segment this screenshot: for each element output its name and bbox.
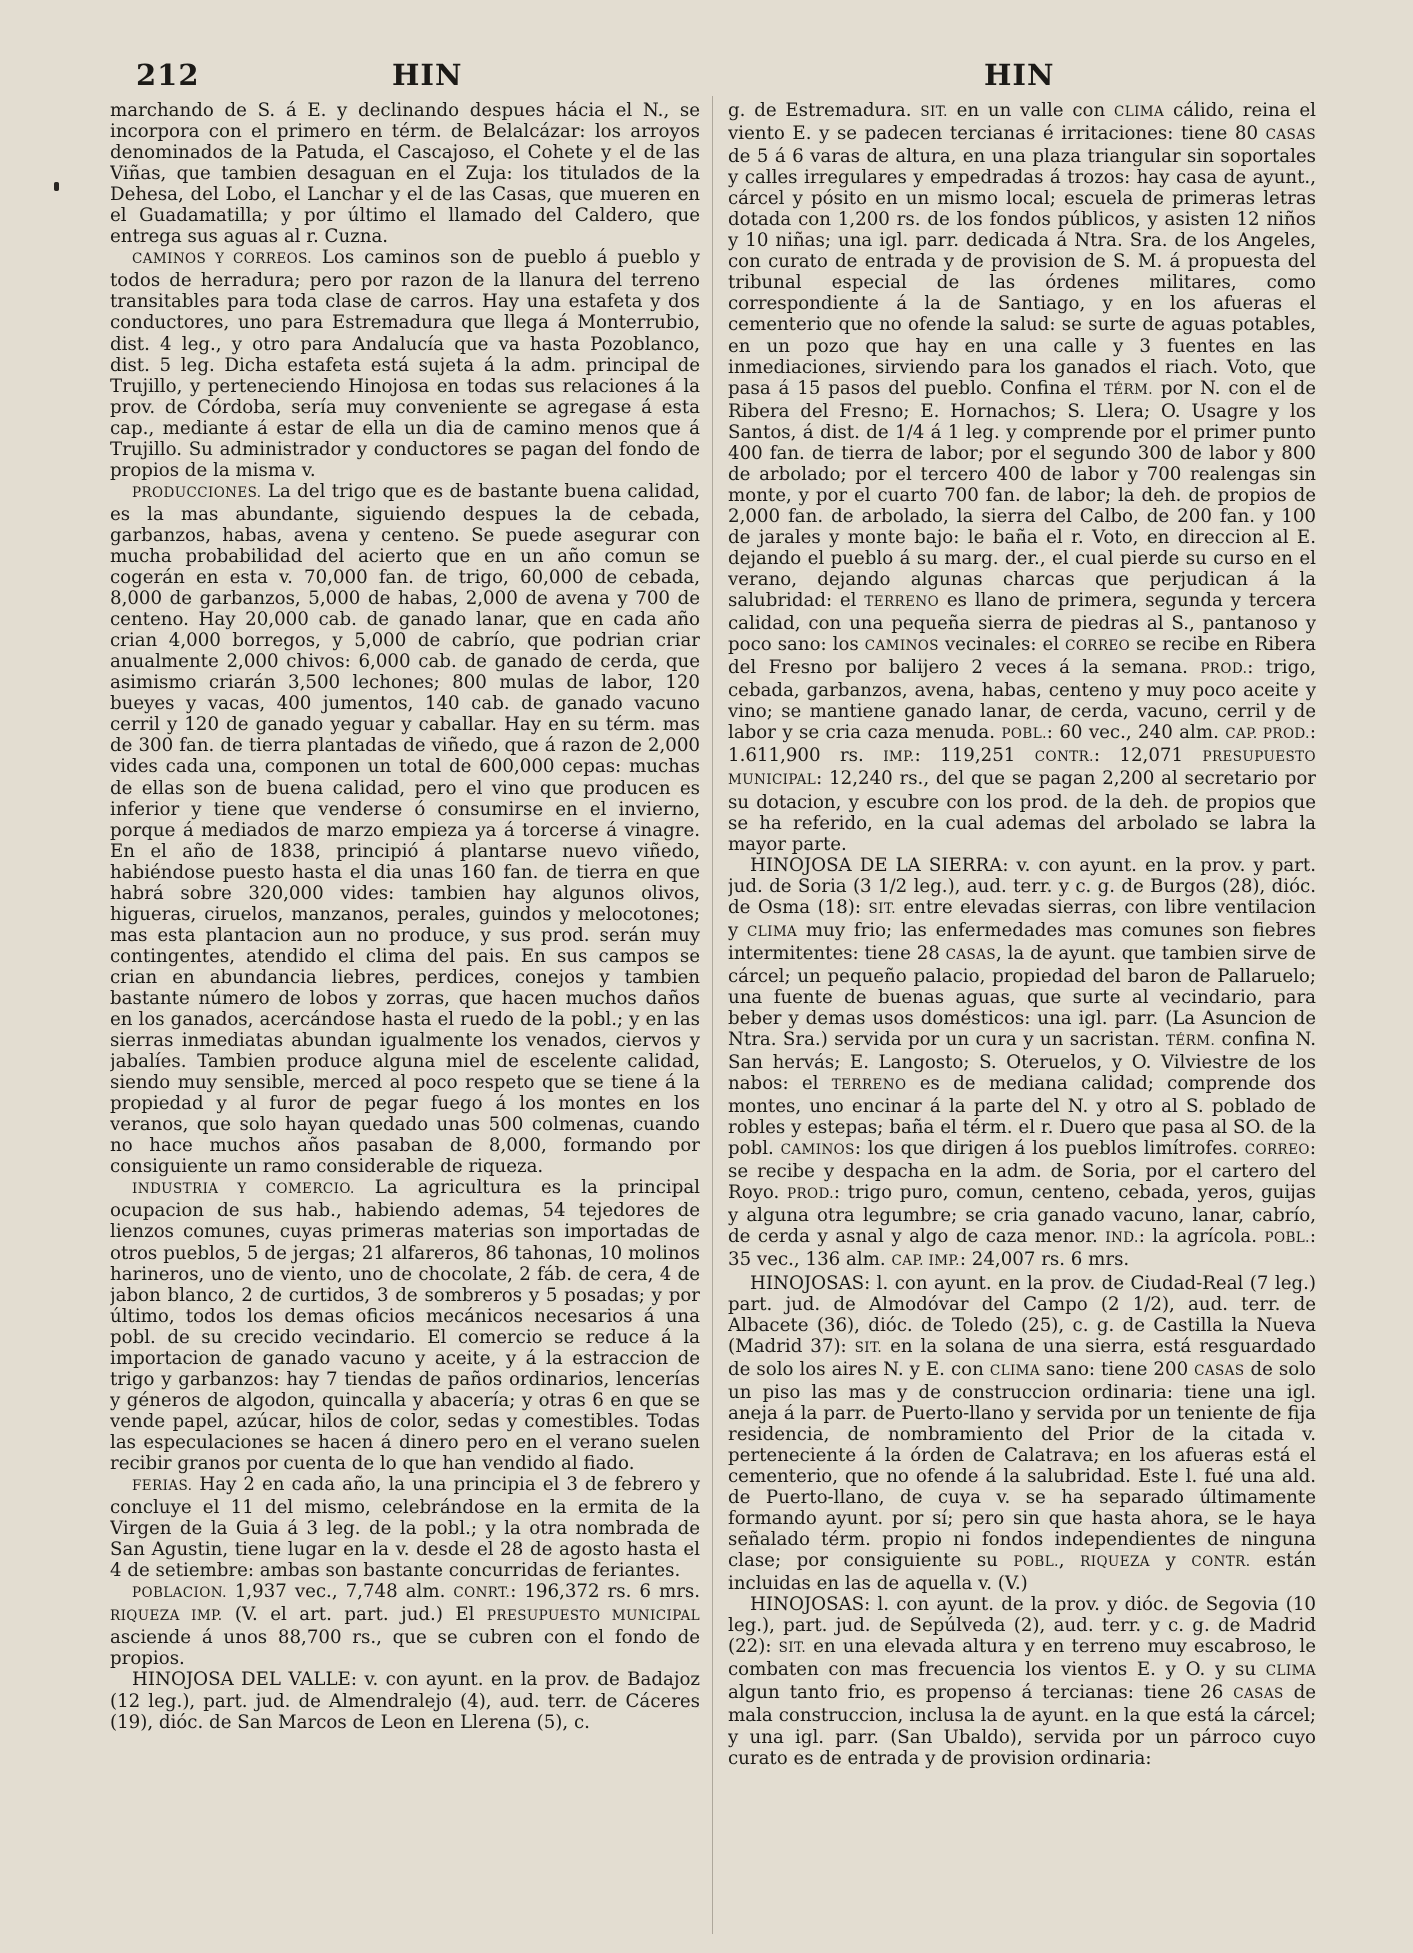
text-run: por N. con el de Ribera del Fresno; E. Hornachos; S. Llera; O. Usagre y los Santos, á dist. de 1/4 á 1 leg. y comprende por el primer punto 400 fan. de tierra de labor; por el segundo 300 de labor y 800 de arbolado; por el tercero 400 de labor y 700 realengas sin monte, y por el cuarto 700 fan. de labor; la deh. de propios de 2,000 fan. de arbolado, la sierra del Calbo, de 200 fan. y 100 de jarales y monte bajo: le baña el r. Voto, en direccion al E. dejando el pueblo á su marg. der., el cual pierde su curso en el verano, dejando algunas charcas que perjudican á la salubridad: el (728, 377, 1316, 612)
text-run: 1,937 vec., 7,748 alm. (226, 1581, 454, 1603)
margin-ink-mark (54, 182, 59, 191)
text-run: : los que dirigen á los pueblos limítrofes. (854, 1138, 1245, 1160)
paragraph (728, 1594, 1316, 1768)
section-label: CORREO (1065, 638, 1131, 655)
section-label: FERIAS. (132, 1478, 193, 1495)
section-label: CAMINOS (864, 638, 939, 655)
entry-heading: HINOJOSAS (750, 1594, 865, 1616)
section-label: PRESUPUESTO MUNICIPAL (728, 749, 1316, 789)
text-run: están incluidas en las de aquella v. (V.) (728, 1550, 1316, 1595)
text-run: Hay 2 en cada año, la una principia el 3 de febrero y concluye el 11 del mismo, celebrándose en la ermita de la Virgen de la Guia á 3 leg. de la pobl.; y la otra nombrada de San Agustin, tiene lugar en la v. desde el 28 de agosto hasta el 4 de setiembre: ambas son bastante concurridas de feriantes. (110, 1474, 700, 1582)
text-run: , (1058, 1550, 1081, 1572)
text-run: : l. con ayunt. de la prov. y dióc. de Segovia (10 leg.), part. jud. de Sepúlveda (2), aud. terr. y c. g. de Madrid (22): (728, 1594, 1316, 1658)
section-label: POBL. (1264, 1230, 1310, 1247)
paragraph (110, 1669, 700, 1732)
section-label: POBL. (1013, 1554, 1059, 1571)
section-label: POBL. (1001, 726, 1047, 743)
left-running-head: HIN (392, 58, 463, 92)
text-run: asciende á unos 88,700 rs., que se cubren con el fondo de propios. (110, 1627, 700, 1670)
text-run: es de mediana calidad; comprende dos montes, uno encinar á la parte del N. y otro al S. poblado de robles y estepas; baña el térm. el r. Duero que pasa al SO. de la pobl. (728, 1073, 1316, 1160)
section-label: CASAS (1233, 1686, 1284, 1703)
section-label: IMP. (883, 749, 915, 766)
text-run: sano: tiene 200 (1040, 1358, 1195, 1380)
section-label: PRESUPUESTO MUNICIPAL (486, 1608, 700, 1625)
text-run: de solo un piso las mas y de construccion ordinaria: tiene una igl. aneja á la parr. de Puerto-llano y servida por un teniente de fija residencia, de nombramiento del Prior de la citada v. perteneciente á la órden de Calatrava; en los afueras está el cementerio, que no ofende á la salubridad. Este l. fué una ald. de Puerto-llano, de cuya v. se ha separado últimamente formando ayunt. por sí; pero sin que hasta ahora, se le haya señalado térm. propio ni fondos independientes de ninguna clase; por consiguiente su (728, 1358, 1316, 1572)
text-run: La agricultura es la principal ocupacion de sus hab., habiendo ademas, 54 tejedores de lienzos comunes, cuyas primeras materias son importadas de otros pueblos, 5 de jergas; 21 alfareros, 86 tahonas, 10 molinos harineros, uno de viento, uno de chocolate, 2 fáb. de cera, 4 de jabon blanco, 2 de curtidos, 3 de sombreros y 5 posadas; y por último, todos los demas oficios mecánicos necesarios á una pobl. de su crecido vecindario. El comercio se reduce á la importacion de ganado vacuno y aceite, y á la estraccion de trigo y garbanzos: hay 7 tiendas de paños ordinarios, lencerías y géneros de algodon, quincalla y abacería; y otras 6 en que se vende papel, azúcar, hilos de color, sedas y comestibles. Todas las especulaciones se hacen á dinero pero en el verano suelen recibir granos por cuenta de lo que han vendido al fiado. (110, 1177, 700, 1474)
text-run: (V. el art. part. jud.) El (222, 1604, 487, 1626)
section-label: CONTR. (1034, 749, 1094, 766)
text-run: vecinales: el (938, 634, 1066, 656)
page-number: 212 (136, 58, 200, 92)
section-label: CONRT. (453, 1585, 511, 1602)
section-label: CLIMA (1113, 104, 1165, 120)
section-label: CLIMA (747, 923, 798, 940)
section-label: POBLACION. (132, 1585, 227, 1602)
text-run: : 12,071 (1093, 745, 1203, 767)
text-run: : 1.611,900 rs. (728, 722, 1316, 767)
text-run: Los caminos son de pueblo á pueblo y todos de herradura; pero por razon de la llanura del terreno transitables para toda clase de carros. Hay una estafeta y dos conductores, uno para Estremadura que llega á Monterrubio, dist. 4 leg., y otro para Andalucía que va hasta Pozoblanco, dist. 5 leg. Dicha estafeta está sujeta á la adm. principal de Trujillo, y perteneciendo Hinojosa en todas sus relaciones á la prov. de Córdoba, sería muy conveniente se agregase á esta cap., mediante á estar de ella un dia de camino menos que á Trujillo. Su administrador y conductores se pagan del fondo de propios de la misma v. (110, 247, 700, 481)
paragraph (110, 1177, 700, 1474)
text-run: y (1149, 1550, 1192, 1572)
paragraph (110, 100, 700, 247)
section-label: CASAS (1265, 127, 1316, 144)
section-label: TÉRM. (1166, 1033, 1216, 1050)
text-run: cálido, reina el viento E. y se padecen tercianas é irritaciones: tiene 80 (728, 100, 1316, 145)
section-label: PROD. (1200, 661, 1248, 678)
paragraph (110, 1581, 700, 1669)
section-label: TÉRM. (1103, 381, 1153, 398)
section-label: CLIMA (1265, 1663, 1316, 1680)
section-label: PROD. (786, 1186, 834, 1203)
paragraph (728, 100, 1316, 855)
text-run: g. de Estremadura. (728, 100, 921, 121)
text-run: : la agrícola. (1138, 1226, 1265, 1248)
text-run: de mala construccion, inclusa la de ayunt. en la que está la cárcel; y una igl. parr. (San Ubaldo), servida por un párroco cuyo curato es de entrada y de provision ordinaria: (728, 1682, 1316, 1769)
section-label: SIT. (854, 1339, 883, 1356)
text-run: : trigo, cebada, garbanzos, avena, habas, centeno y muy poco aceite y vino; se mantiene ganado lanar, de cerda, vacuno, cerril y de labor y se cria caza menuda. (728, 657, 1316, 744)
paragraph (728, 855, 1316, 1273)
section-label: SIT. (778, 1640, 807, 1657)
text-run: : 35 vec., 136 alm. (728, 1226, 1316, 1271)
text-run: , la de ayunt. que tambien sirve de cárcel; un pequeño palacio, propiedad del baron de Pallaruelo; una fuente de buenas aguas, que surte al vecindario, para beber y demas usos domésticos: una igl. parr. (La Asuncion de Ntra. Sra.) servida por un cura y un sacristan. (728, 942, 1316, 1051)
right-running-head: HIN (984, 58, 1055, 92)
section-label: CASAS (1194, 1362, 1245, 1379)
entry-heading: HINOJOSAS (750, 1272, 865, 1294)
section-label: RIQUEZA IMP. (110, 1608, 223, 1625)
text-run: : se recibe y despacha en la adm. de Soria, por el cartero del Royo. (728, 1138, 1316, 1204)
text-run: La del trigo que es de bastante buena calidad, es la mas abundante, siguiendo despues la de cebada, garbanzos, habas, avena y centeno. Se puede asegurar con mucha probabilidad del acierto que en un año comun se cogerán en esta v. 70,000 fan. de trigo, 60,000 de cebada, 8,000 de garbanzos, 5,000 de habas, 2,000 de avena y 700 de centeno. Hay 20,000 cab. de ganado lanar, que en cada año crian 4,000 borregos, y 5,000 de cabrío, que podrian criar anualmente 2,000 chivos: 6,000 cab. de ganado de cerda, que asimismo criarán 3,500 lechones; 800 mulas de labor, 120 bueyes y vacas, 400 jumentos, 140 cab. de ganado vacuno cerril y 120 de ganado yeguar y caballar. Hay en su térm. mas de 300 fan. de tierra plantadas de viñedo, que á razon de 2,000 vides cada una, componen un total de 600,000 cepas: muchas de ellas son de buena calidad, pero el vino que producen es inferior y tiene que venderse ó consumirse en el invierno, porque á mediados de marzo empieza ya á torcerse á vinagre. En el año de 1838, principió á plantarse nuevo viñedo, habiéndose puesto hasta el dia unas 160 fan. de tierra en que habrá sobre 320,000 vides: tambien hay algunos olivos, higueras, ciruelos, manzanos, perales, guindos y melocotones; mas esta plantacion aun no produce, y sus prod. serán muy contingentes, atendido el clima del pais. En sus campos se crian en abundancia liebres, perdices, conejos y tambien bastante número de lobos y zorras, que hacen muchos daños en los ganados, acercándose hasta el ruedo de la pobl.; y en las sierras inmediatas abundan igualmente los venados, ciervos y jabalíes. Tambien produce alguna miel de escelente calidad, siendo muy sensible, merced al poco respeto que se tiene á la propiedad y al furor de pegar fuego á los montes en los veranos, que solo hayan quedado unas 500 colmenas, cuando no hace muchos años pasaban de 8,000, formando por consiguiente un ramo considerable de riqueza. (110, 480, 700, 1178)
text-run: entre elevadas sierras, con libre ventilacion y (728, 896, 1316, 941)
left-column (110, 100, 700, 1935)
paragraph (110, 247, 700, 481)
text-run: : 12,240 rs., del que se pagan 2,200 al secretario por su dotacion, y escubre con los prod. de la deh. de propios que se ha referido, en la cual ademas del arbolado se labra la mayor parte. (728, 768, 1316, 855)
text-run: en una elevada altura y en terreno muy escabroso, le combaten con mas frecuencia los vientos E. y O. y su (728, 1636, 1316, 1681)
section-label: TERRENO (864, 594, 940, 611)
section-label: CORREO (1244, 1142, 1310, 1159)
text-run: en un valle con (947, 100, 1114, 121)
text-run: confina N. San hervás; E. Langosto; S. Oteruelos, y O. Vilviestre de los nabos: el (728, 1029, 1316, 1095)
text-run: : 196,372 rs. 6 mrs. (510, 1581, 700, 1603)
text-run: algun tanto frio, es propenso á tercianas: tiene 26 (728, 1682, 1234, 1704)
text-run: de 5 á 6 varas de altura, en una plaza triangular sin soportales y calles irregulares y empedradas á trozos: hay casa de ayunt., cárcel y pósito en un mismo local; escuela de primeras letras dotada con 1,200 rs. de los fondos públicos, y asisten 12 niños y 10 niñas; una igl. parr. dedicada á Ntra. Sra. de los Angeles, con curato de entrada y de provision de S. M. á propuesta del tribunal especial de las órdenes militares, como correspondiente á la de Santiago, y en los afueras el cementerio que no ofende la salud: se surte de aguas potables, en un pozo que hay en una calle y 3 fuentes en las inmediaciones, sirviendo para los ganados el riach. Voto, que pasa á 15 pasos del pueblo. Confina el (728, 146, 1316, 399)
text-run: muy frio; las enfermedades mas comunes son fiebres intermitentes: tiene 28 (728, 919, 1316, 964)
section-label: INDUSTRIA Y COMERCIO. (132, 1181, 355, 1198)
section-label: PRODUCCIONES. (132, 484, 262, 501)
section-label: SIT. (868, 900, 896, 917)
text-run: es llano de primera, segunda y tercera calidad, con una pequeña sierra de piedras al S., pantanoso y poco sano: los (728, 590, 1316, 656)
text-run: se recibe en Ribera del Fresno por balijero 2 veces á la semana. (728, 634, 1316, 679)
section-label: SIT. (920, 104, 948, 120)
paragraph (110, 481, 700, 1178)
section-label: CONTR. (1191, 1554, 1251, 1571)
text-run: : v. con ayunt. en la prov. y part. jud. de Soria (3 1/2 leg.), aud. terr. y c. g. de Burgos (28), dióc. de Osma (18): (728, 854, 1316, 918)
paragraph (728, 1273, 1316, 1595)
entry-heading: HINOJOSA DEL VALLE (132, 1669, 351, 1691)
text-run: : 119,251 (914, 745, 1035, 767)
section-label: CLIMA (989, 1362, 1041, 1379)
text-run: : 60 vec., 240 alm. (1046, 722, 1226, 744)
entry-heading: HINOJOSA DE LA SIERRA (750, 854, 1003, 876)
section-label: CASAS (945, 946, 996, 963)
section-label: RIQUEZA (1080, 1554, 1150, 1571)
text-run: : 24,007 rs. 6 mrs. (959, 1249, 1130, 1271)
section-label: CAMINOS (780, 1142, 855, 1159)
text-run: : trigo puro, comun, centeno, cebada, yeros, guijas y alguna otra legumbre; se cria ganado vacuno, lanar, cabrío, de cerda y asnal y algo de caza menor. (728, 1182, 1316, 1248)
section-label: CAMINOS Y CORREOS. (132, 251, 312, 268)
text-run: : v. con ayunt. en la prov. de Badajoz (12 leg.), part. jud. de Almendralejo (4), aud. terr. de Cáceres (19), dióc. de San Marcos de Leon en Llerena (5), c. (110, 1669, 700, 1733)
text-run: : l. con ayunt. en la prov. de Ciudad-Real (7 leg.) part. jud. de Almodóvar del Campo (2 1/2), aud. terr. de Albacete (36), dióc. de Toledo (25), c. g. de Castilla la Nueva (Madrid 37): (728, 1272, 1316, 1357)
text-run: marchando de S. á E. y declinando despues hácia el N., se incorpora con el primero en térm. de Belalcázar: los arroyos denominados de la Patuda, el Cascajoso, el Cohete y el de las Viñas, que tambien desaguan en el Zuja: los titulados de la Dehesa, del Lobo, el Lanchar y el de las Casas, que mueren en el Guadamatilla; y por último el llamado del Caldero, que entrega sus aguas al r. Cuzna. (110, 100, 700, 248)
section-label: IND. (1105, 1230, 1139, 1247)
column-divider (712, 96, 713, 1934)
section-label: CAP. IMP. (891, 1253, 960, 1270)
section-label: CAP. PROD. (1225, 726, 1310, 743)
right-column (728, 100, 1316, 1935)
paragraph (110, 1474, 700, 1581)
text-run: en la solana de una sierra, está resguardado de solo los aires N. y E. con (728, 1335, 1316, 1380)
section-label: TERRENO (831, 1077, 907, 1094)
